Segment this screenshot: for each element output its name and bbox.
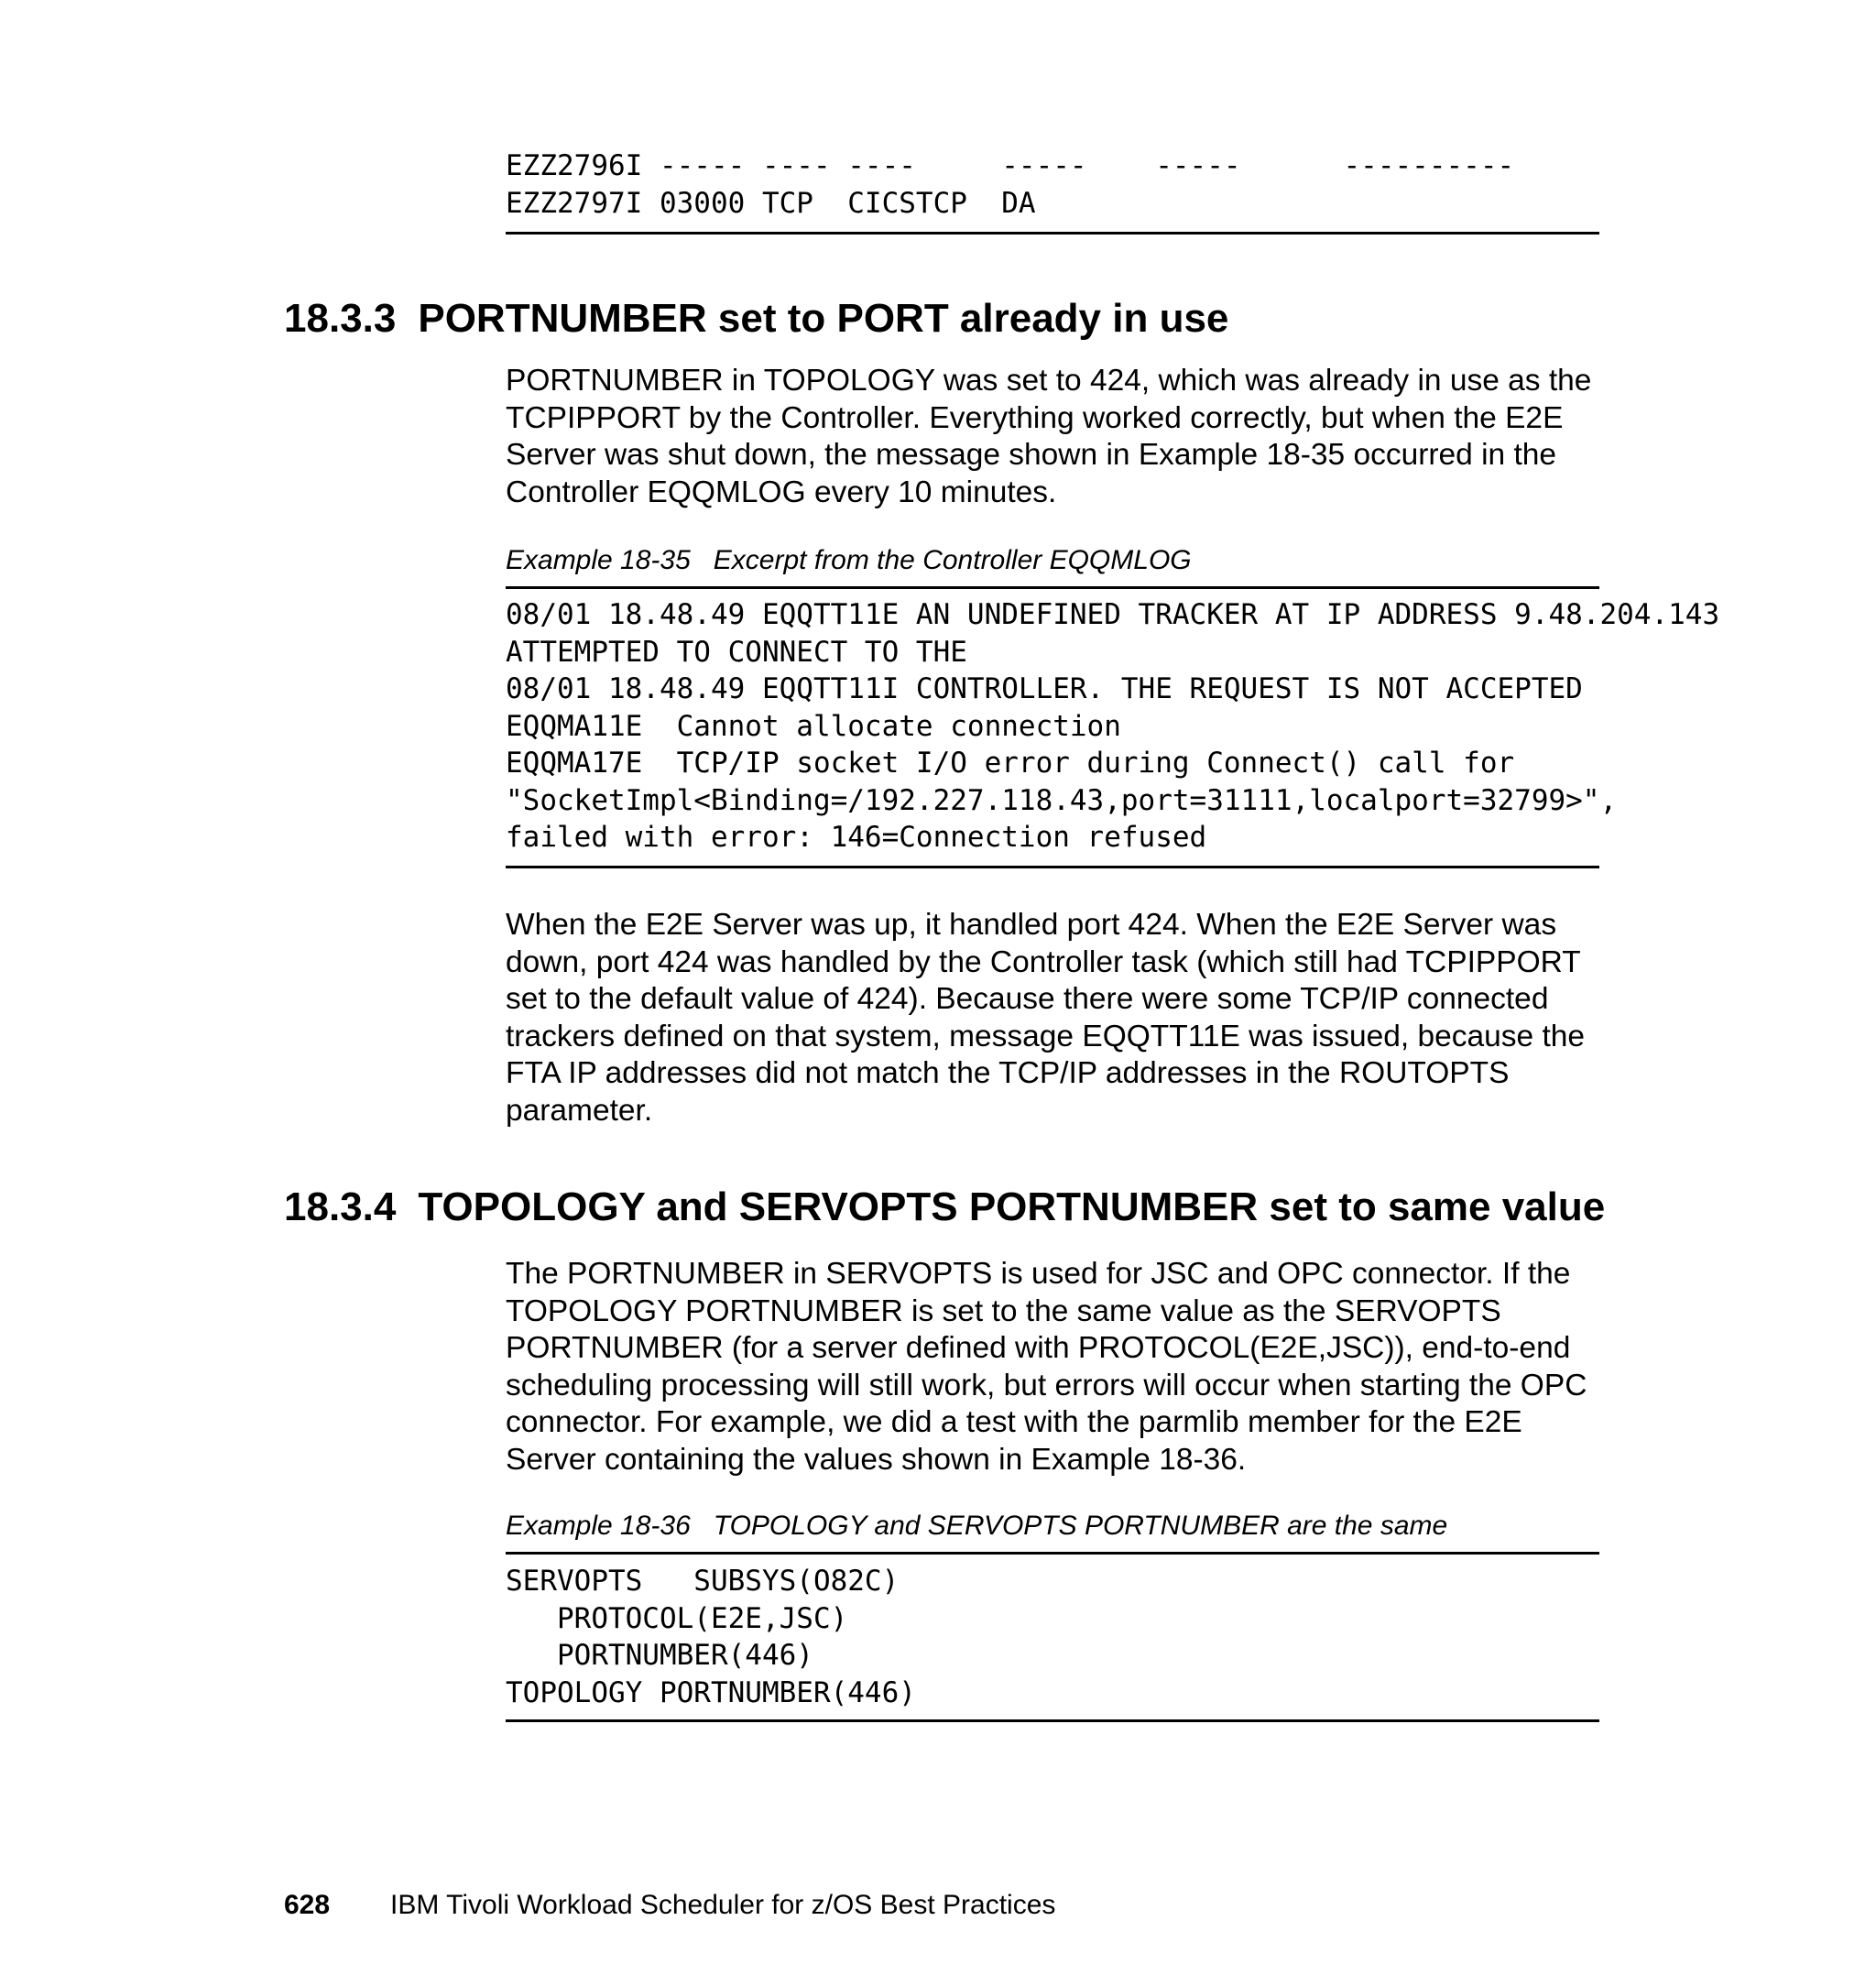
paragraph-line: down, port 424 was handled by the Controller task (which still had TCPIPPORT	[506, 944, 1581, 979]
code-line: EZZ2797I 03000 TCP CICSTCP DA	[506, 186, 1036, 220]
page-number: 628	[284, 1890, 331, 1920]
code-line: TOPOLOGY PORTNUMBER(446)	[506, 1675, 916, 1709]
section-title: TOPOLOGY and SERVOPTS PORTNUMBER set to same value	[418, 1184, 1606, 1229]
code-line: PROTOCOL(E2E,JSC)	[506, 1601, 848, 1635]
paragraph-line: connector. For example, we did a test with the parmlib member for the E2E	[506, 1405, 1522, 1439]
code-line: EZZ2796I ----- ---- ---- ----- ----- ----------	[506, 149, 1515, 182]
code-line: EQQMA11E Cannot allocate connection	[506, 709, 1121, 743]
paragraph-line: PORTNUMBER in TOPOLOGY was set to 424, which was already in use as the	[506, 364, 1592, 398]
page-footer	[284, 1889, 1055, 1922]
example-top-rule	[506, 586, 1599, 589]
paragraph-line: Controller EQQMLOG every 10 minutes.	[506, 475, 1057, 509]
code-line: failed with error: 146=Connection refused	[506, 821, 1207, 854]
section-heading-18-3-4	[284, 1184, 1605, 1231]
paragraph-line: trackers defined on that system, message EQQTT11E was issued, because the	[506, 1019, 1586, 1053]
example-code-block	[506, 1563, 1599, 1711]
body-paragraph	[506, 363, 1599, 511]
section-heading-18-3-3	[284, 295, 1228, 343]
body-paragraph	[506, 1256, 1599, 1479]
section-title: PORTNUMBER set to PORT already in use	[418, 296, 1229, 341]
paragraph-line: PORTNUMBER (for a server defined with PROTOCOL(E2E,JSC)), end-to-end	[506, 1331, 1571, 1365]
code-line: EQQMA17E TCP/IP socket I/O error during Connect() call for	[506, 747, 1515, 780]
paragraph-line: FTA IP addresses did not match the TCP/IP addresses in the ROUTOPTS	[506, 1056, 1510, 1090]
paragraph-line: The PORTNUMBER in SERVOPTS is used for JSC and OPC connector. If the	[506, 1257, 1571, 1291]
example-bottom-rule	[506, 866, 1599, 868]
book-title: IBM Tivoli Workload Scheduler for z/OS Best Practices	[390, 1890, 1056, 1920]
paragraph-line: TCPIPPORT by the Controller. Everything worked correctly, but when the E2E	[506, 400, 1564, 435]
paragraph-line: scheduling processing will still work, but errors will occur when starting the OPC	[506, 1368, 1587, 1402]
code-line: PORTNUMBER(446)	[506, 1639, 813, 1672]
code-line: 08/01 18.48.49 EQQTT11I CONTROLLER. THE REQUEST IS NOT ACCEPTED	[506, 672, 1583, 705]
paragraph-line: Server was shut down, the message shown in Example 18-35 occurred in the	[506, 438, 1557, 472]
code-line: 08/01 18.48.49 EQQTT11E AN UNDEFINED TRACKER AT IP ADDRESS 9.48.204.143	[506, 598, 1720, 631]
example-code-block	[506, 596, 1720, 857]
example-caption: Example 18-36 TOPOLOGY and SERVOPTS PORTNUMBER are the same	[506, 1511, 1448, 1541]
top-code-block	[506, 147, 1599, 222]
code-line: ATTEMPTED TO CONNECT TO THE	[506, 635, 967, 669]
body-paragraph	[506, 907, 1599, 1129]
code-block-bottom-rule	[506, 232, 1599, 235]
paragraph-line: Server containing the values shown in Example 18-36.	[506, 1442, 1247, 1477]
example-top-rule	[506, 1552, 1599, 1555]
section-number: 18.3.4	[284, 1184, 397, 1229]
code-line: "SocketImpl<Binding=/192.227.118.43,port=31111,localport=32799>",	[506, 783, 1618, 817]
example-caption: Example 18-35 Excerpt from the Controller EQQMLOG	[506, 545, 1192, 575]
code-line: SERVOPTS SUBSYS(O82C)	[506, 1565, 900, 1598]
paragraph-line: set to the default value of 424). Because there were some TCP/IP connected	[506, 982, 1549, 1016]
paragraph-line: TOPOLOGY PORTNUMBER is set to the same value as the SERVOPTS	[506, 1293, 1501, 1328]
section-number: 18.3.3	[284, 296, 397, 341]
paragraph-line: When the E2E Server was up, it handled port 424. When the E2E Server was	[506, 908, 1557, 942]
paragraph-line: parameter.	[506, 1093, 653, 1128]
example-bottom-rule	[506, 1719, 1599, 1722]
